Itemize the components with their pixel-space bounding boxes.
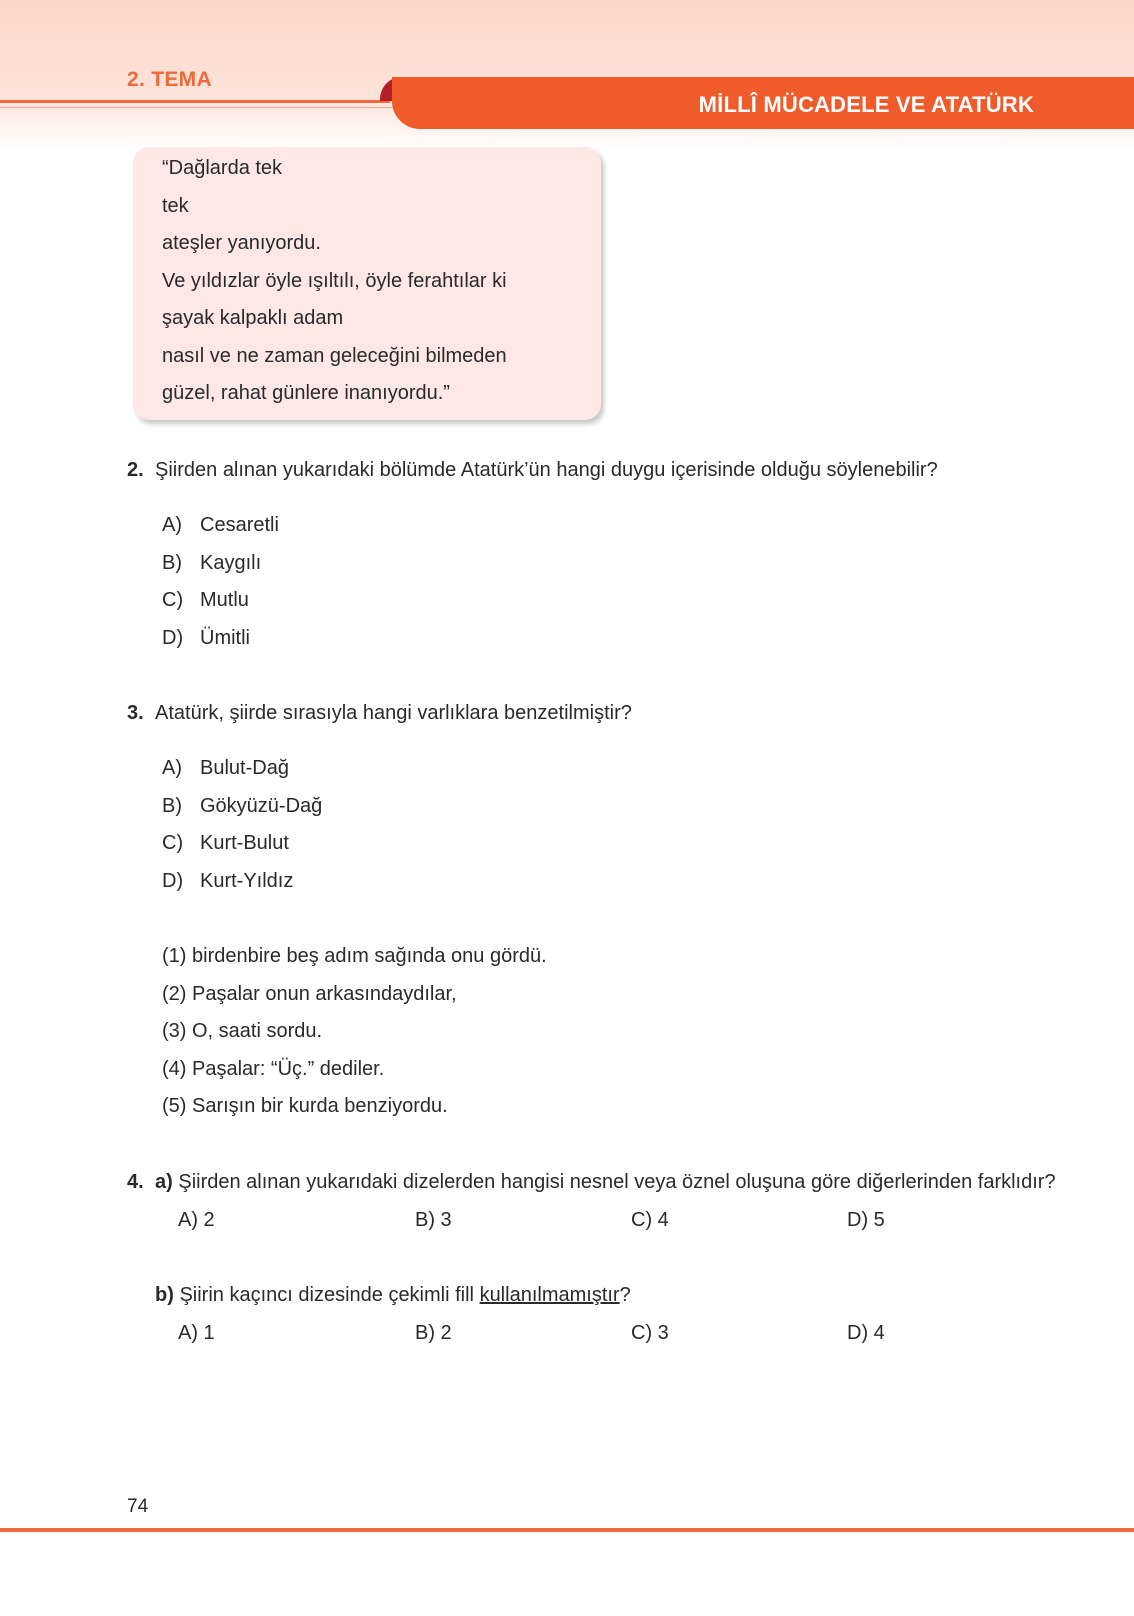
question-text: Şiirden alınan yukarıdaki bölümde Atatürk’ün hangi duygu içerisinde olduğu söylenebilir? — [155, 459, 938, 481]
answer-option: B) 3 — [415, 1209, 452, 1231]
question-4a — [155, 1171, 1056, 1194]
page-number: 74 — [127, 1496, 149, 1517]
numbered-line: (2) Paşalar onun arkasındaydılar, — [162, 983, 457, 1005]
sub-question-text: Şiirden alınan yukarıdaki dizelerden hangisi nesnel veya öznel oluşuna göre diğerlerinden farklıdır? — [178, 1171, 1056, 1193]
answer-option: A) 1 — [178, 1322, 215, 1344]
option-text: Kurt-Yıldız — [200, 870, 294, 892]
poem-line: güzel, rahat günlere inanıyordu.” — [162, 382, 450, 404]
poem-line: tek — [162, 195, 189, 217]
question-number: 3. — [127, 702, 144, 724]
option-text: Gökyüzü-Dağ — [200, 795, 323, 817]
page-title: MİLLÎ MÜCADELE VE ATATÜRK — [698, 92, 1034, 117]
poem-line: şayak kalpaklı adam — [162, 307, 344, 329]
question-text: Atatürk, şiirde sırasıyla hangi varlıklara benzetilmiştir? — [155, 702, 632, 724]
theme-label: 2. TEMA — [127, 68, 212, 91]
question-number: 4. — [127, 1171, 144, 1193]
header-rule — [0, 100, 390, 103]
question-number: 2. — [127, 459, 144, 481]
sub-question-text: Şiirin kaçıncı dizesinde çekimli fill — [179, 1284, 480, 1306]
header-rule-thin — [0, 107, 400, 108]
option-letter: D) — [162, 627, 184, 649]
poem-line: nasıl ve ne zaman geleceğini bilmeden — [162, 345, 507, 367]
option-letter: B) — [162, 552, 182, 574]
answer-option: C) 4 — [631, 1209, 669, 1231]
footer-rule — [0, 1528, 1134, 1532]
option-text: Mutlu — [200, 589, 249, 611]
sub-question-label: b) — [155, 1284, 174, 1306]
option-text: Kurt-Bulut — [200, 832, 289, 854]
poem-line: “Dağlarda tek — [162, 157, 283, 179]
question-mark: ? — [619, 1284, 631, 1306]
answer-option: D) 5 — [847, 1209, 885, 1231]
option-letter: A) — [162, 514, 182, 536]
option-letter: B) — [162, 795, 182, 817]
underlined-word: kullanılmamıştır — [479, 1284, 620, 1306]
numbered-line: (4) Paşalar: “Üç.” dediler. — [162, 1058, 385, 1080]
option-letter: C) — [162, 589, 184, 611]
answer-option: B) 2 — [415, 1322, 452, 1344]
poem-line: ateşler yanıyordu. — [162, 232, 321, 254]
answer-option: A) 2 — [178, 1209, 215, 1231]
question-4b — [155, 1284, 631, 1307]
answer-option: D) 4 — [847, 1322, 885, 1344]
option-letter: C) — [162, 832, 184, 854]
answer-option: C) 3 — [631, 1322, 669, 1344]
option-text: Cesaretli — [200, 514, 279, 536]
numbered-line: (3) O, saati sordu. — [162, 1020, 323, 1042]
option-text: Kaygılı — [200, 552, 262, 574]
option-letter: D) — [162, 870, 184, 892]
option-text: Bulut-Dağ — [200, 757, 289, 779]
option-text: Ümitli — [200, 627, 250, 649]
poem-line: Ve yıldızlar öyle ışıltılı, öyle ferahtılar ki — [162, 270, 507, 292]
option-letter: A) — [162, 757, 182, 779]
numbered-line: (5) Sarışın bir kurda benziyordu. — [162, 1095, 448, 1117]
sub-question-label: a) — [155, 1171, 173, 1193]
numbered-line: (1) birdenbire beş adım sağında onu gördü. — [162, 945, 547, 967]
